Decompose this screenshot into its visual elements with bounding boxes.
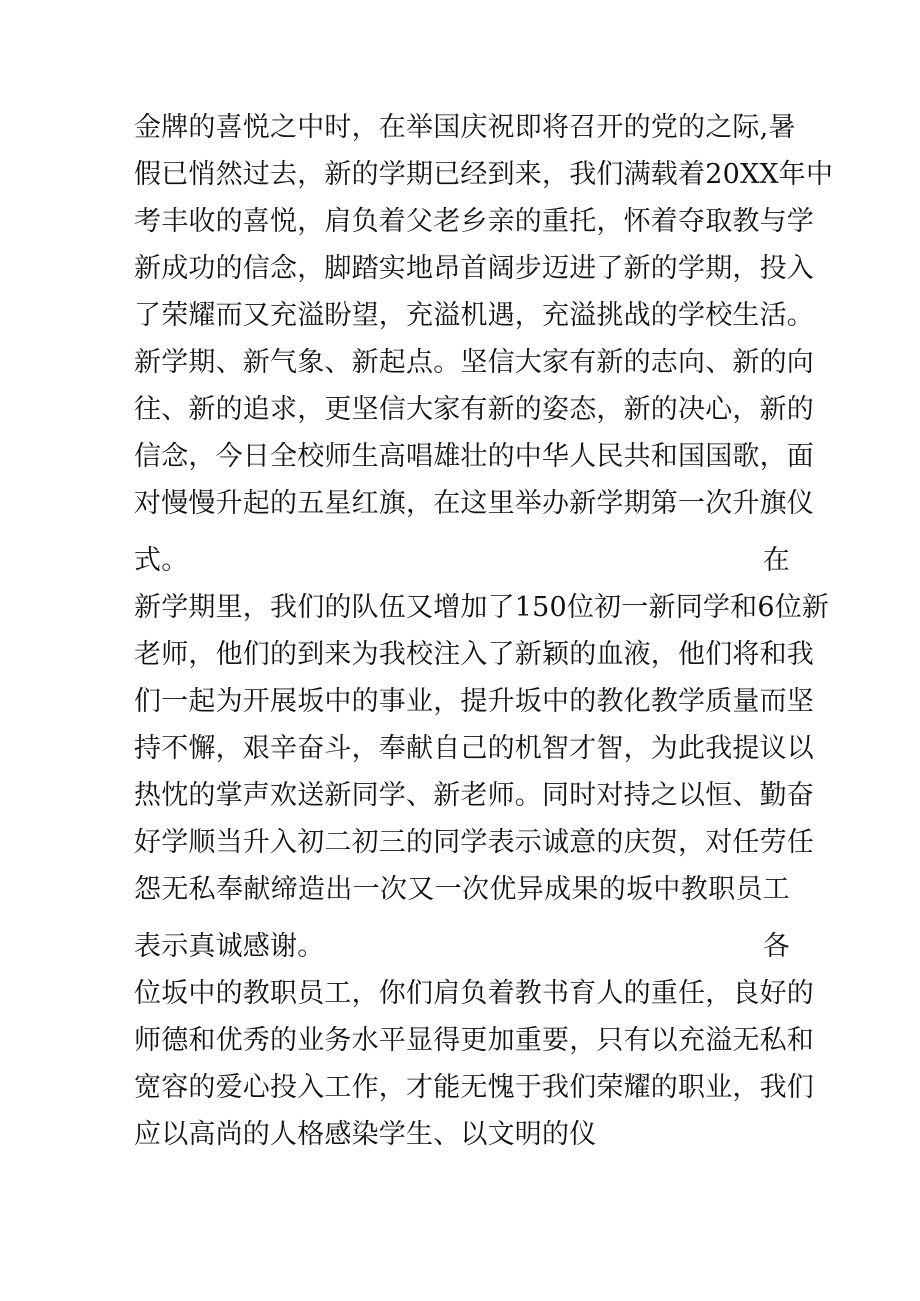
text-line: 往、新的追求，更坚信大家有新的姿态，新的决心，新的: [134, 394, 814, 425]
text-line: 们一起为开展坂中的事业，提升坂中的教化教学质量而坚: [134, 686, 814, 717]
paragraph-start-text: 在: [762, 545, 790, 576]
text-line: 假已悄然过去，新的学期已经到来，我们满载着20XX年中: [134, 159, 834, 190]
text-line: 怨无私奉献缔造出一次又一次优异成果的坂中教职员工: [134, 874, 790, 905]
paragraph-end-text: 表示真诚感谢。: [134, 931, 325, 962]
text-line: 位坂中的教职员工，你们肩负着教书育人的重任，良好的: [134, 978, 814, 1009]
text-line: 对慢慢升起的五星红旗，在这里举办新学期第一次升旗仪: [134, 488, 814, 519]
text-line: 老师，他们的到来为我校注入了新颖的血液，他们将和我: [134, 639, 814, 670]
text-line: 新成功的信念，脚踏实地昂首阔步迈进了新的学期，投入: [134, 253, 814, 284]
text-line: 考丰收的喜悦，肩负着父老乡亲的重托，怀着夺取教与学: [134, 206, 814, 237]
paragraph-start-text: 各: [762, 931, 790, 962]
text-line: 新学期里，我们的队伍又增加了150位初一新同学和6位新: [134, 592, 830, 623]
text-line: 信念，今日全校师生高唱雄壮的中华人民共和国国歌，面: [134, 441, 814, 472]
text-line: 宽容的爱心投入工作，才能无愧于我们荣耀的职业，我们: [134, 1072, 814, 1103]
split-text-line: [134, 541, 790, 581]
text-line: 师德和优秀的业务水平显得更加重要，只有以充溢无私和: [134, 1025, 814, 1056]
text-line: 了荣耀而又充溢盼望，充溢机遇，充溢挑战的学校生活。: [134, 300, 814, 331]
split-text-line: [134, 927, 790, 967]
text-line: 应以高尚的人格感染学生、以文明的仪: [134, 1119, 597, 1150]
text-line: 新学期、新气象、新起点。坚信大家有新的志向、新的向: [134, 347, 814, 378]
text-line: 金牌的喜悦之中时，在举国庆祝即将召开的党的之际,暑: [134, 112, 796, 143]
text-line: 好学顺当升入初二初三的同学表示诚意的庆贺，对任劳任: [134, 827, 814, 858]
paragraph-end-text: 式。: [134, 545, 189, 576]
text-line: 热忱的掌声欢送新同学、新老师。同时对持之以恒、勤奋: [134, 780, 814, 811]
text-line: 持不懈，艰辛奋斗，奉献自己的机智才智，为此我提议以: [134, 733, 814, 764]
